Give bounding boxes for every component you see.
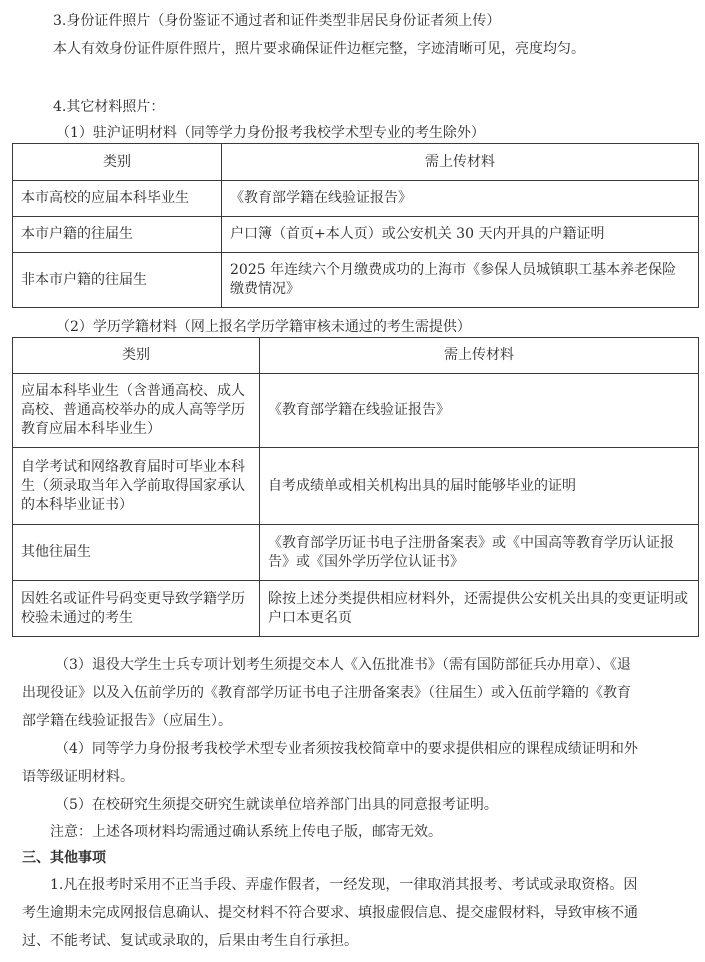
row-material: 除按上述分类提供相应材料外，还需提供公安机关出具的变更证明或户口本更名页 <box>260 581 699 637</box>
section4-title: 4.其它材料照片： <box>53 99 165 115</box>
item4-line1: （4）同等学力身份报考我校学术型专业者须按我校简章中的要求提供相应的课程成绩证明和外 <box>55 741 638 757</box>
row-material: 户口簿（首页+本人页）或公安机关 30 天内开具的户籍证明 <box>222 217 699 253</box>
header-material: 需上传材料 <box>260 338 699 374</box>
other-p1-line2: 考生逾期未完成网报信息确认、提交材料不符合要求、填报虚假信息、提交虚假材料，导致审核不通 <box>22 905 638 921</box>
item3-line1: （3）退役大学生士兵专项计划考生须提交本人《入伍批准书》（需有国防部征兵办用章）、《退 <box>55 657 631 673</box>
section3-title: 3.身份证件照片（身份鉴证不通过者和证件类型非居民身份证者须上传） <box>53 13 501 29</box>
other-p1-line1: 1.凡在报考时采用不正当手段、弄虚作假者，一经发现，一律取消其报考、考试或录取资格。因 <box>50 877 638 893</box>
table-row <box>13 581 699 637</box>
row-category: 应届本科毕业生（含普通高校、成人高校、普通高校举办的成人高等学历教育应届本科毕业生） <box>13 374 260 448</box>
row-category: 自学考试和网络教育届时可毕业本科生（须录取当年入学前取得国家承认的本科毕业证书） <box>13 448 260 525</box>
item3-line2: 出现役证》以及入伍前学历的《教育部学历证书电子注册备案表》（往届生）或入伍前学籍的《教育 <box>22 685 631 701</box>
row-material: 2025 年连续六个月缴费成功的上海市《参保人员城镇职工基本养老保险缴费情况》 <box>222 253 699 308</box>
row-material: 《教育部学籍在线验证报告》 <box>260 374 699 448</box>
row-category: 因姓名或证件号码变更导致学籍学历校验未通过的考生 <box>13 581 260 637</box>
row-material: 《教育部学历证书电子注册备案表》或《中国高等教育学历认证报告》或《国外学历学位认证书》 <box>260 525 699 581</box>
row-material: 自考成绩单或相关机构出具的届时能够毕业的证明 <box>260 448 699 525</box>
residence-proof-table <box>12 143 699 308</box>
table-row <box>13 253 699 308</box>
note: 注意：上述各项材料均需通过确认系统上传电子版，邮寄无效。 <box>50 824 442 840</box>
section3-body: 本人有效身份证件原件照片，照片要求确保证件边框完整，字迹清晰可见，亮度均匀。 <box>53 41 585 57</box>
table-row <box>13 525 699 581</box>
row-category: 本市高校的应届本科毕业生 <box>13 181 222 217</box>
other-p1-line3: 过、不能考试、复试或录取的，后果由考生自行承担。 <box>22 933 358 949</box>
item5: （5）在校研究生须提交研究生就读单位培养部门出具的同意报考证明。 <box>55 797 498 813</box>
item3-line3: 部学籍在线验证报告》（应届生）。 <box>22 713 232 729</box>
table-header-row <box>13 144 699 181</box>
table-row <box>13 181 699 217</box>
item4-line2: 语等级证明材料。 <box>22 769 134 785</box>
table-row <box>13 448 699 525</box>
sub1-title: （1）驻沪证明材料（同等学力身份报考我校学术型专业的考生除外） <box>56 125 485 141</box>
row-material: 《教育部学籍在线验证报告》 <box>222 181 699 217</box>
row-category: 本市户籍的往届生 <box>13 217 222 253</box>
row-category: 其他往届生 <box>13 525 260 581</box>
row-category: 非本市户籍的往届生 <box>13 253 222 308</box>
header-category: 类别 <box>13 338 260 374</box>
header-material: 需上传材料 <box>222 144 699 181</box>
header-category: 类别 <box>13 144 222 181</box>
table-row <box>13 217 699 253</box>
table-row <box>13 374 699 448</box>
sub2-title: （2）学历学籍材料（网上报名学历学籍审核未通过的考生需提供） <box>56 319 471 335</box>
education-proof-table <box>12 337 699 637</box>
table-header-row <box>13 338 699 374</box>
section-heading-other: 三、其他事项 <box>22 850 106 866</box>
